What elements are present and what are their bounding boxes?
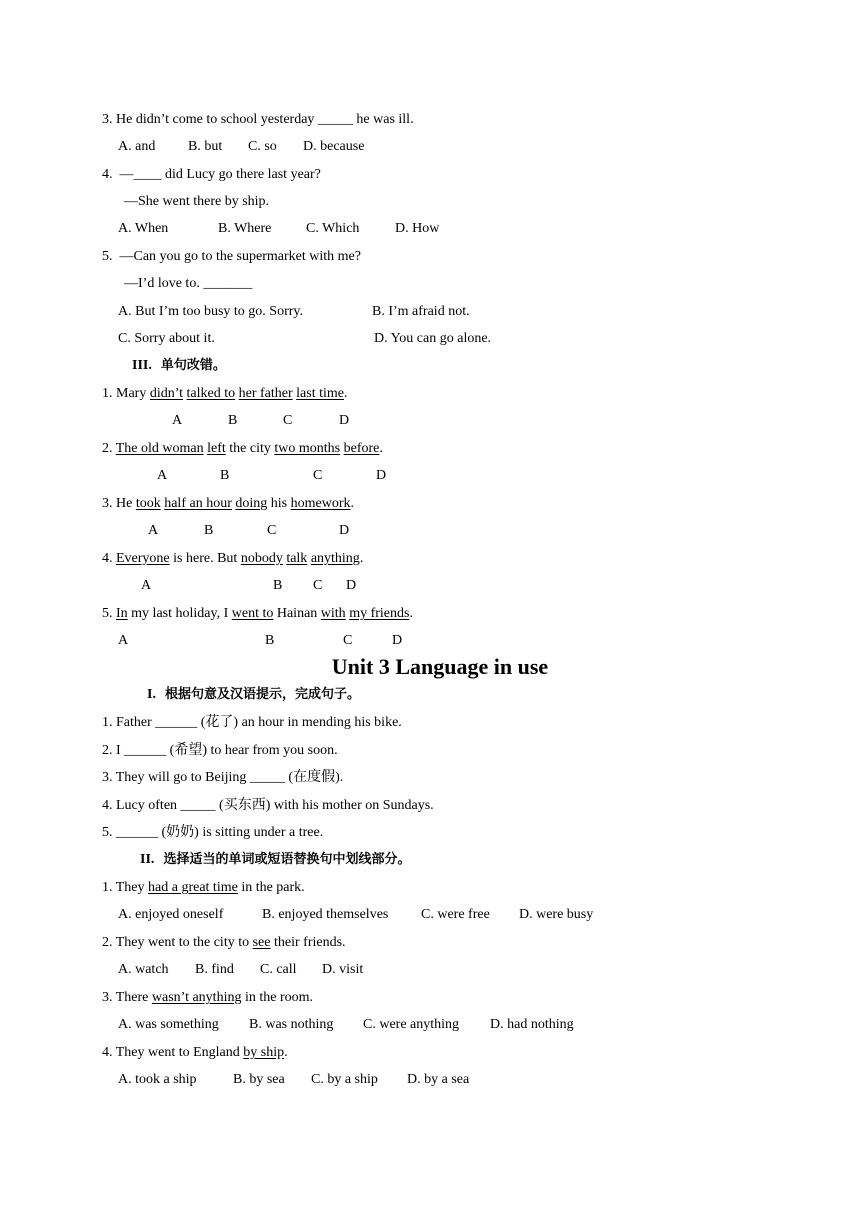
underlined-phrase: see — [252, 935, 271, 950]
underlined-a: didn’t — [149, 386, 184, 401]
choice-label-d: D — [339, 413, 350, 428]
question-5-line2: —I’d love to. _______ — [124, 276, 253, 291]
replace-1-option-d: D. were busy — [519, 907, 594, 922]
question-3-option-b: B. but — [188, 139, 223, 154]
replace-4-option-a: A. took a ship — [118, 1072, 197, 1087]
underlined-a: The old woman — [115, 441, 204, 456]
replace-3-option-c: C. were anything — [363, 1017, 460, 1032]
replace-3-option-d: D. had nothing — [490, 1017, 574, 1032]
unit-section-1-number: I. — [147, 687, 156, 702]
choice-label-a: A — [118, 633, 129, 648]
replace-2-option-c: C. call — [260, 962, 297, 977]
replace-question-3: 3. There wasn’t anything in the room. — [102, 990, 314, 1005]
unit-section-2-title: 选择适当的单词或短语替换句中划线部分。 — [163, 852, 411, 867]
section-3-number: III. — [132, 358, 152, 373]
replace-question-2: 2. They went to the city to see their friends. — [102, 935, 346, 950]
underlined-d: homework — [290, 496, 351, 511]
replace-4-option-c: C. by a ship — [311, 1072, 378, 1087]
question-4-line2: —She went there by ship. — [124, 194, 270, 209]
underlined-d: anything — [310, 551, 360, 566]
section-3-heading — [132, 357, 226, 375]
underlined-a: took — [135, 496, 161, 511]
replace-1-option-c: C. were free — [421, 907, 490, 922]
underlined-b: talked to — [186, 386, 236, 401]
question-5-option-b: B. I’m afraid not. — [372, 304, 470, 319]
choice-label-a: A — [172, 413, 183, 428]
unit-section-1-heading — [147, 686, 360, 704]
fill-sentence-5: 5. ______ (奶奶) is sitting under a tree. — [102, 825, 324, 840]
choice-label-d: D — [339, 523, 350, 538]
underlined-phrase: had a great time — [148, 880, 238, 895]
question-4-line1: 4. —____ did Lucy go there last year? — [102, 167, 321, 182]
underlined-d: before — [343, 441, 380, 456]
underlined-d: my friends — [349, 606, 410, 621]
choice-label-c: C — [343, 633, 353, 648]
choice-label-d: D — [392, 633, 403, 648]
unit-section-2-number: II. — [140, 852, 155, 867]
underlined-c: two months — [274, 441, 341, 456]
unit-section-2-heading — [140, 851, 410, 869]
underlined-a: Everyone — [116, 551, 170, 566]
question-3-option-a: A. and — [118, 139, 156, 154]
question-5-option-c: C. Sorry about it. — [118, 331, 215, 346]
choice-label-a: A — [148, 523, 159, 538]
fill-sentence-2: 2. I ______ (希望) to hear from you soon. — [102, 743, 338, 758]
question-3-option-c: C. so — [248, 139, 277, 154]
choice-label-b: B — [204, 523, 214, 538]
replace-3-option-b: B. was nothing — [249, 1017, 334, 1032]
choice-label-d: D — [376, 468, 387, 483]
choice-label-c: C — [267, 523, 277, 538]
correction-item-5: 5. In my last holiday, I went to Hainan with my friends. — [102, 606, 413, 621]
underlined-c: talk — [286, 551, 308, 566]
underlined-a: In — [116, 606, 128, 621]
replace-3-option-a: A. was something — [118, 1017, 219, 1032]
section-3-title: 单句改错。 — [160, 358, 226, 373]
choice-label-b: B — [273, 578, 283, 593]
replace-4-option-d: D. by a sea — [407, 1072, 470, 1087]
unit-title: Unit 3 Language in use — [331, 654, 549, 679]
choice-label-c: C — [313, 578, 323, 593]
replace-question-4: 4. They went to England by ship. — [102, 1045, 288, 1060]
fill-sentence-1: 1. Father ______ (花了) an hour in mending his bike. — [102, 715, 402, 730]
question-4-option-d: D. How — [395, 221, 440, 236]
correction-item-3: 3. He took half an hour doing his homework. — [102, 496, 354, 511]
choice-label-c: C — [313, 468, 323, 483]
choice-label-d: D — [346, 578, 357, 593]
correction-item-4: 4. Everyone is here. But nobody talk anything. — [102, 551, 364, 566]
fill-sentence-4: 4. Lucy often _____ (买东西) with his mother on Sundays. — [102, 798, 434, 813]
choice-label-b: B — [228, 413, 238, 428]
underlined-d: last time — [296, 386, 344, 401]
correction-item-2: 2. The old woman left the city two months before. — [102, 441, 383, 456]
replace-1-option-b: B. enjoyed themselves — [262, 907, 389, 922]
question-3-option-d: D. because — [303, 139, 365, 154]
replace-2-option-b: B. find — [195, 962, 234, 977]
correction-item-1: 1. Mary didn’t talked to her father last time. — [102, 386, 348, 401]
question-4-option-b: B. Where — [218, 221, 272, 236]
underlined-phrase: by ship — [243, 1045, 285, 1060]
underlined-b: went to — [231, 606, 274, 621]
underlined-b: nobody — [240, 551, 283, 566]
question-5-option-a: A. But I’m too busy to go. Sorry. — [118, 304, 303, 319]
underlined-c: doing — [235, 496, 268, 511]
choice-label-b: B — [220, 468, 230, 483]
underlined-c: with — [320, 606, 346, 621]
fill-sentence-3: 3. They will go to Beijing _____ (在度假). — [102, 770, 344, 785]
replace-4-option-b: B. by sea — [233, 1072, 285, 1087]
replace-2-option-a: A. watch — [118, 962, 169, 977]
question-3-text: 3. He didn’t come to school yesterday _____ he was ill. — [102, 112, 414, 127]
choice-label-a: A — [141, 578, 152, 593]
underlined-b: half an hour — [164, 496, 232, 511]
choice-label-c: C — [283, 413, 293, 428]
underlined-c: her father — [238, 386, 293, 401]
unit-section-1-title: 根据句意及汉语提示，完成句子。 — [165, 687, 361, 702]
replace-2-option-d: D. visit — [322, 962, 364, 977]
question-4-option-a: A. When — [118, 221, 169, 236]
replace-1-option-a: A. enjoyed oneself — [118, 907, 224, 922]
choice-label-a: A — [157, 468, 168, 483]
choice-label-b: B — [265, 633, 275, 648]
question-4-option-c: C. Which — [306, 221, 360, 236]
underlined-phrase: wasn’t anything — [151, 990, 242, 1005]
question-5-line1: 5. —Can you go to the supermarket with me? — [102, 249, 361, 264]
replace-question-1: 1. They had a great time in the park. — [102, 880, 305, 895]
question-5-option-d: D. You can go alone. — [374, 331, 492, 346]
underlined-b: left — [207, 441, 226, 456]
